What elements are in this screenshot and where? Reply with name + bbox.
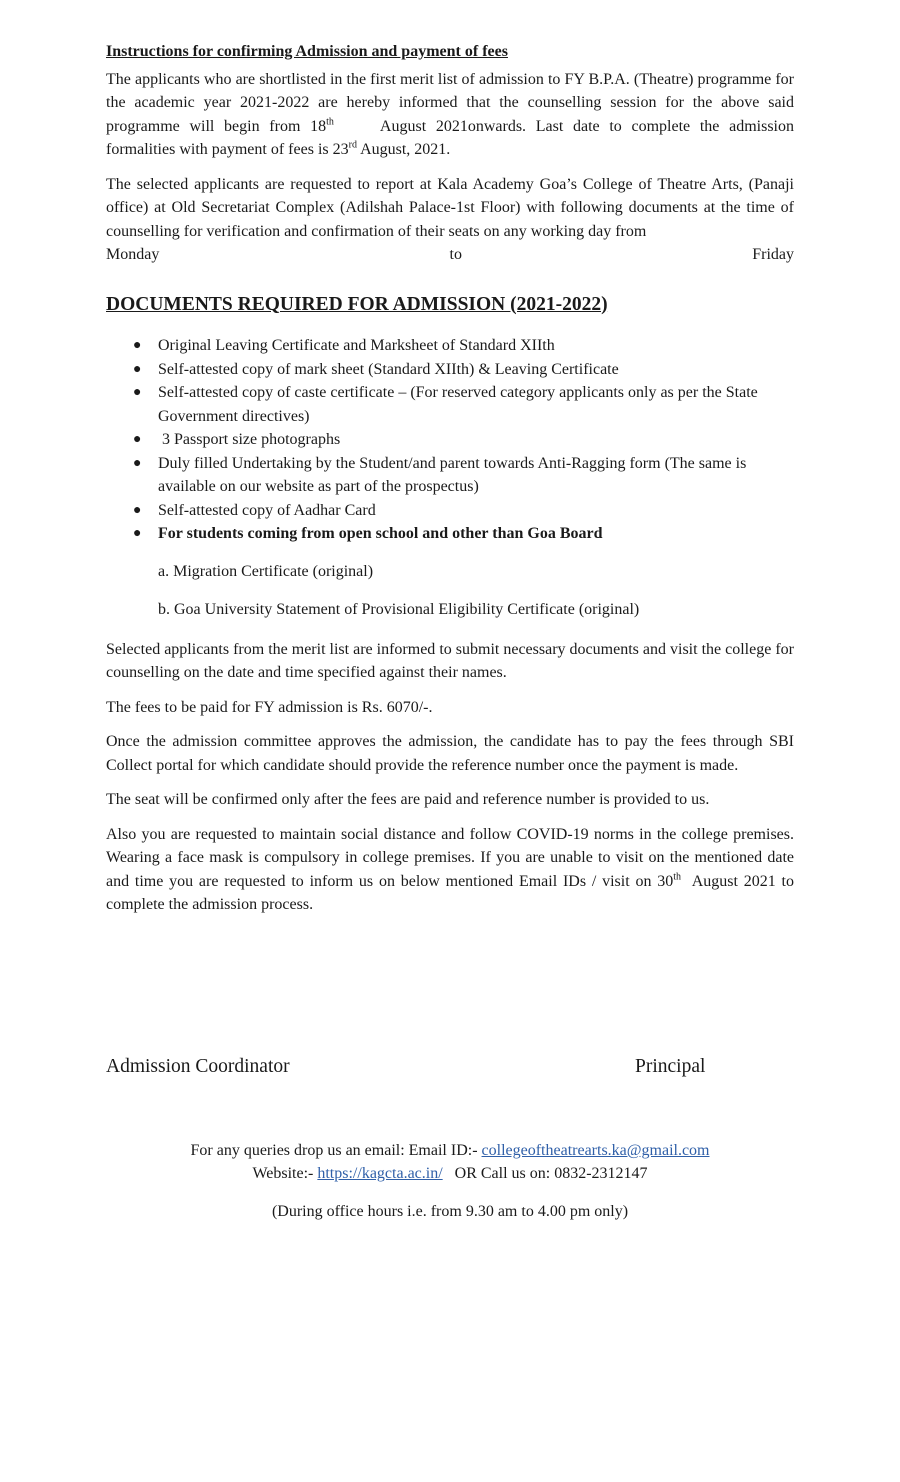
- para1-text-a: The applicants who are shortlisted in the first merit list of admission to FY B.P.A. (Theatre) programme for the academic year 2021-2022 are hereby informed that the counselling session for the above said programme will begin from 18: [106, 70, 794, 135]
- email-link[interactable]: collegeoftheatrearts.ka@gmail.com: [481, 1142, 710, 1159]
- list-item: [106, 428, 794, 452]
- document-item-text: Original Leaving Certificate and Marksheet of Standard XIIth: [158, 337, 555, 354]
- contact-footer: [0, 1139, 900, 1223]
- para1-sup-b: rd: [348, 139, 357, 151]
- paragraph-confirmation: The seat will be confirmed only after the fees are paid and reference number is provided to us.: [106, 791, 710, 808]
- documents-heading: DOCUMENTS REQUIRED FOR ADMISSION (2021-2022): [106, 293, 608, 315]
- list-item: [106, 452, 794, 499]
- bullet-icon: ●: [133, 502, 142, 518]
- document-item-text: Self-attested copy of caste certificate – (For reserved category applicants only as per the State Government directives): [158, 384, 774, 425]
- para1-text-c: August, 2021.: [356, 141, 451, 158]
- phone-text: OR Call us on: 0832-2312147: [442, 1165, 648, 1182]
- list-item: [106, 381, 794, 428]
- paragraph-counselling: [106, 68, 794, 162]
- para1-sup-a: th: [326, 116, 334, 128]
- signature-principal: Principal: [635, 1056, 706, 1077]
- document-body: [106, 40, 798, 928]
- para1-text-b: August 2021onwards. Last date to complete the admission formalities with payment of fees is 23: [106, 117, 795, 158]
- para2-text: The selected applicants are requested to report at Kala Academy Goa’s College of Theatre Arts, (Panaji office) at Old Secretariat Complex (Adilshah Palace-1st Floor) with following documents at the time of counselling for verification and confirmation of their seats on any working day from: [106, 175, 794, 240]
- day-to: Friday: [752, 246, 794, 263]
- website-link[interactable]: https://kagcta.ac.in/: [317, 1165, 443, 1182]
- sub-item-eligibility: b. Goa University Statement of Provisional Eligibility Certificate (original): [158, 601, 640, 618]
- document-item-text: 3 Passport size photographs: [158, 431, 341, 448]
- list-item: [106, 522, 794, 546]
- list-item: [106, 334, 794, 358]
- document-item-text: For students coming from open school and other than Goa Board: [158, 525, 603, 542]
- para7-text-b: August 2021 to complete the admission process.: [106, 872, 798, 913]
- para7-sup: th: [673, 871, 682, 883]
- bullet-icon: ●: [133, 361, 142, 377]
- paragraph-report: [106, 173, 794, 244]
- document-item-text: Duly filled Undertaking by the Student/and parent towards Anti-Ragging form (The same is available on our website as part of the prospectus): [158, 454, 747, 495]
- website-prefix: Website:-: [252, 1165, 318, 1182]
- paragraph-payment: Once the admission committee approves the admission, the candidate has to pay the fees through SBI Collect portal for which candidate should provide the reference number once the payment is made.: [106, 733, 794, 774]
- paragraph-submit: Selected applicants from the merit list are informed to submit necessary documents and visit the college for counselling on the date and time specified against their names.: [106, 640, 794, 681]
- document-item-text: Self-attested copy of Aadhar Card: [158, 501, 376, 519]
- website-line: [0, 1162, 900, 1185]
- documents-list: [106, 334, 794, 546]
- sub-item-migration: a. Migration Certificate (original): [158, 562, 374, 580]
- email-line: [0, 1139, 900, 1162]
- bullet-icon: ●: [133, 526, 142, 541]
- working-days-line: [106, 243, 794, 267]
- paragraph-fees: The fees to be paid for FY admission is Rs. 6070/-.: [106, 698, 433, 716]
- instructions-heading: Instructions for confirming Admission and payment of fees: [106, 43, 508, 60]
- list-item: [106, 358, 794, 382]
- signature-coordinator: Admission Coordinator: [106, 1056, 290, 1077]
- bullet-icon: ●: [133, 338, 142, 353]
- para7-text-a: Also you are requested to maintain social distance and follow COVID-19 norms in the college premises. Wearing a face mask is compulsory in college premises. If you are unable to visit on the mentioned date and time you are requested to inform us on below mentioned Email IDs / visit on 30: [106, 825, 794, 890]
- email-prefix: For any queries drop us an email: Email ID:-: [190, 1142, 482, 1159]
- office-hours: (During office hours i.e. from 9.30 am to 4.00 pm only): [271, 1203, 629, 1220]
- bullet-icon: ●: [133, 385, 142, 400]
- bullet-icon: ●: [133, 455, 142, 471]
- list-item: [106, 499, 794, 523]
- day-to-word: to: [449, 246, 462, 263]
- bullet-icon: ●: [133, 432, 142, 447]
- document-item-text: Self-attested copy of mark sheet (Standard XIIth) & Leaving Certificate: [158, 360, 619, 378]
- day-from: Monday: [106, 246, 160, 263]
- paragraph-covid: [106, 823, 798, 917]
